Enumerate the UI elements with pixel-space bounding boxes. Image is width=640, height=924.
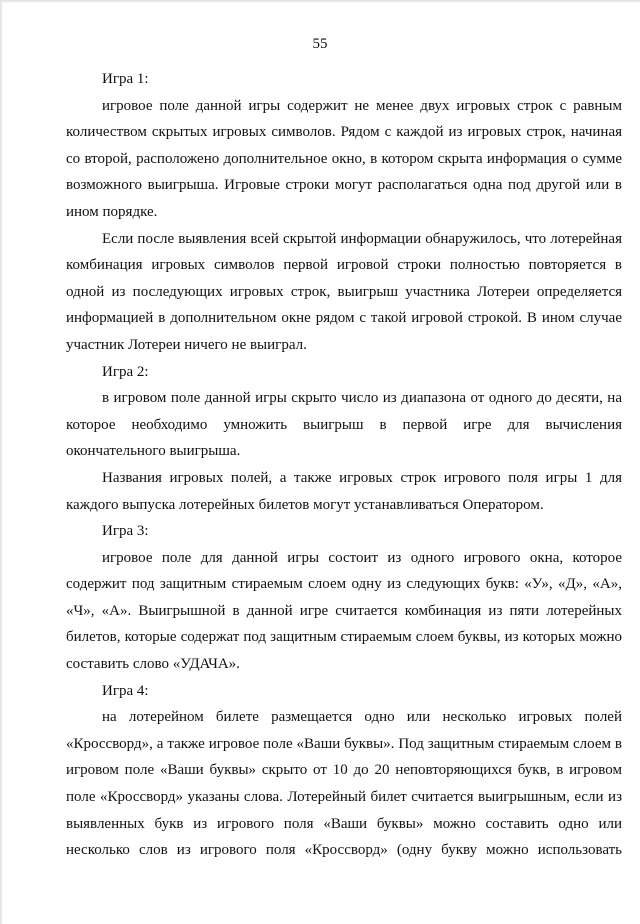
section-title-game-2: Игра 2: xyxy=(102,363,149,380)
paragraph: Если после выявления всей скрытой информации обнаружилось, что лотерейная комбинация игровых символов первой игровой строки полностью повторяется в одной из последующих игровых строк, выигрыш участника Лотереи определяется информацией в дополнительном окне рядом с такой игровой строкой. В ином случае участник Лотереи ничего не выиграл. xyxy=(66,230,622,353)
paragraph: Названия игровых полей, а также игровых строк игрового поля игры 1 для каждого выпуска лотерейных билетов могут устанавливаться Оператором. xyxy=(66,469,622,513)
page-number: 55 xyxy=(312,36,328,52)
section-title-game-4: Игра 4: xyxy=(102,682,149,699)
paragraph: на лотерейном билете размещается одно или несколько игровых полей «Кроссворд», а также игровое поле «Ваши буквы». Под защитным стираемым слоем в игровом поле «Ваши буквы» скрыто от 10 до 20 неповторяющихся букв, в игровом поле «Кроссворд» указаны слова. Лотерейный билет считается выигрышным, если из выявленных букв из игрового поля «Ваши буквы» можно составить одно или несколько слов из игрового поля «Кроссворд» (одну букву можно использовать xyxy=(66,709,622,859)
paragraph: в игровом поле данной игры скрыто число из диапазона от одного до десяти, на которое необходимо умножить выигрыш в первой игре для вычисления окончательного выигрыша. xyxy=(66,390,622,460)
section-title-game-1: Игра 1: xyxy=(102,71,149,87)
paragraph: игровое поле данной игры содержит не менее двух игровых строк с равным количеством скрытых игровых символов. Рядом с каждой из игровых строк, начиная со второй, расположено дополнительное окно, в котором скрыта информация о сумме возможного выигрыша. Игровые строки могут располагаться одна под другой или в ином порядке. xyxy=(66,97,622,220)
scan-edge xyxy=(0,0,2,924)
paragraph: игровое поле для данной игры состоит из одного игрового окна, которое содержит под защитным стираемым слоем одну из следующих букв: «У», «Д», «А», «Ч», «А». Выигрышной в данной игре считается комбинация из пяти лотерейных билетов, которые содержат под защитным стираемым слоем буквы, из которых можно составить слово «УДАЧА». xyxy=(66,549,622,673)
scan-edge xyxy=(0,0,640,3)
section-title-game-3: Игра 3: xyxy=(102,523,149,540)
document-body xyxy=(66,66,622,864)
